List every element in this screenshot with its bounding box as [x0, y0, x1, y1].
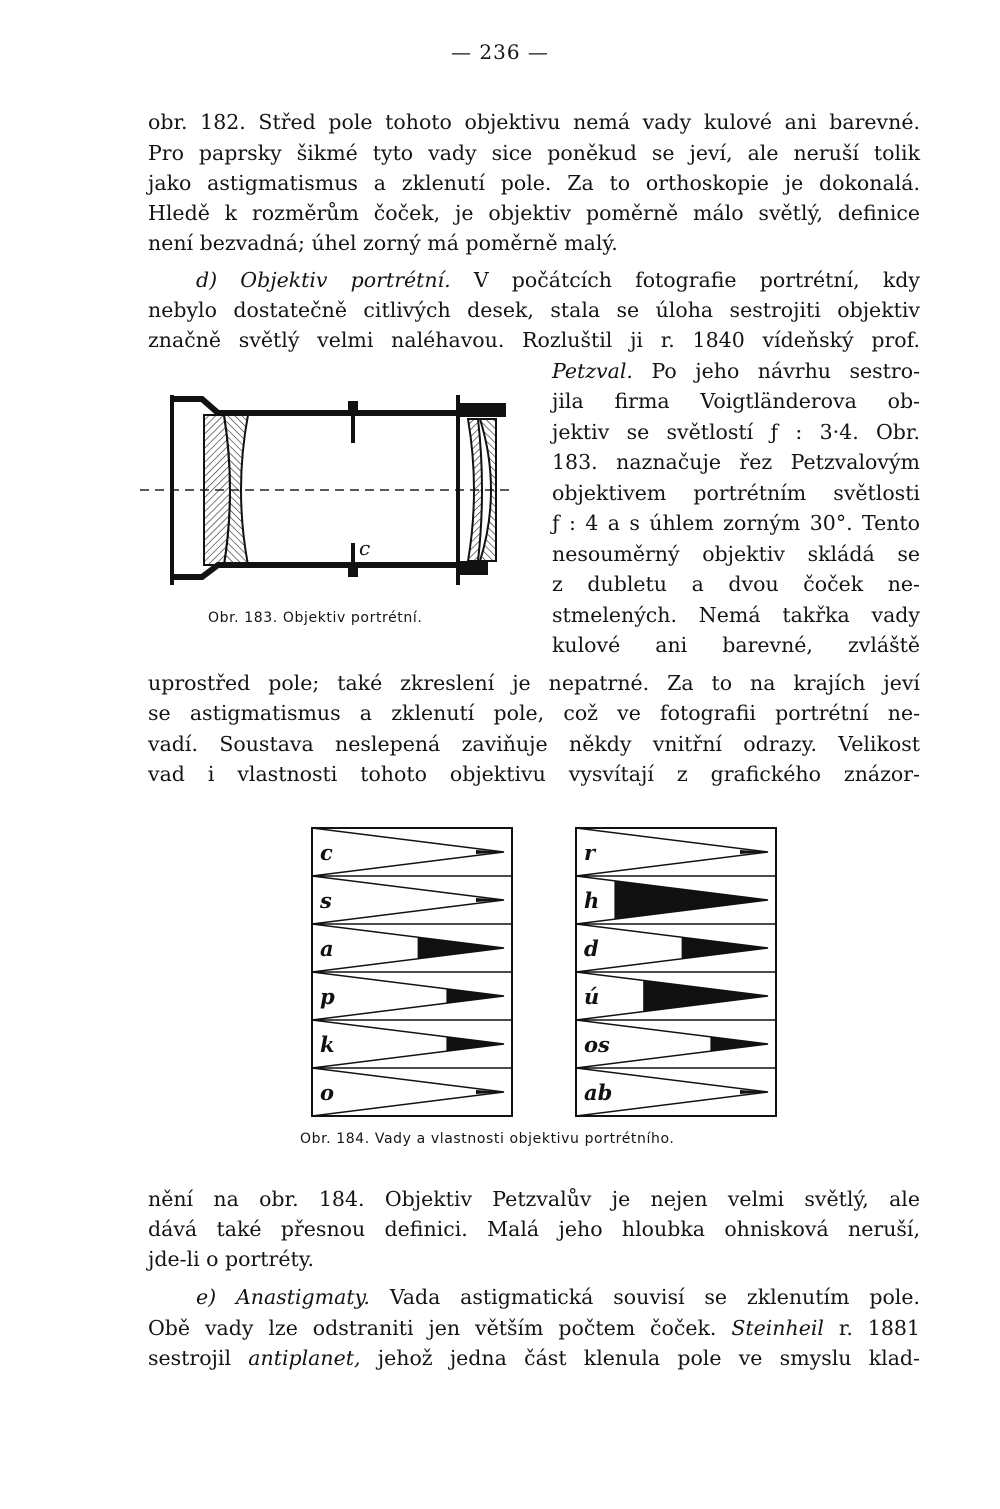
text-line: se astigmatismus a zklenutí pole, což ve fotografii portrétní ne-: [148, 701, 920, 725]
text-line: nebylo dostatečně citlivých desek, stala se úloha sestrojiti objektiv: [148, 298, 920, 322]
person-name: Steinheil: [731, 1316, 824, 1340]
wedge-black-portion: [710, 1037, 768, 1051]
text-span: sestrojil: [148, 1346, 232, 1370]
wedge-black-portion: [446, 1037, 504, 1051]
side-text-line: jektiv se světlostí ƒ : 3·4. Obr.: [552, 420, 920, 444]
barrel-top: [172, 399, 458, 413]
section-e-line2: [148, 1313, 920, 1344]
chart-row: [312, 924, 512, 972]
side-text-line: kulové ani barevné, zvláště: [552, 633, 920, 657]
figure-183-caption: Obr. 183. Objektiv portrétní.: [208, 610, 423, 626]
text-span: Vada astigmatická souvisí se zklenutím pole.: [389, 1285, 920, 1309]
text-line: jako astigmatismus a zklenutí pole. Za to orthoskopie je dokonalá.: [148, 171, 920, 195]
page-number: — 236 —: [451, 40, 549, 64]
stop-top: [348, 401, 358, 415]
person-name: Petzval.: [552, 359, 633, 383]
side-text-line: stmelených. Nemá takřka vady: [552, 603, 920, 627]
text-line: jde-li o portréty.: [148, 1247, 315, 1271]
chart-row: [312, 972, 512, 1020]
text-span: Obě vady lze odstraniti jen větším počtem čoček.: [148, 1316, 717, 1340]
row-label: d: [584, 936, 599, 961]
chart-row: [312, 828, 504, 876]
side-text-line: 183. naznačuje řez Petzvalovým: [552, 450, 920, 474]
side-text-line: nesouměrný objektiv skládá se: [552, 542, 920, 566]
wedge-black-portion: [682, 937, 768, 959]
text-span: V počátcích fotografie portrétní, kdy: [473, 268, 920, 292]
section-d-first-line: [148, 265, 920, 296]
wedge-black-portion: [418, 937, 504, 959]
side-text-line: objektivem portrétním světlosti: [552, 481, 920, 505]
row-label: h: [584, 888, 600, 913]
wedge-outline: [312, 876, 504, 924]
chart-row: [576, 1020, 776, 1068]
wedge-outline: [312, 828, 504, 876]
section-d-heading: d) Objektiv portrétní.: [196, 268, 451, 292]
side-text-line: ƒ : 4 a s úhlem zorným 30°. Tento: [552, 511, 920, 535]
row-label: ú: [584, 984, 600, 1009]
section-e-line3: [148, 1343, 920, 1374]
stop-label: c: [359, 536, 371, 560]
chart-row: [576, 876, 776, 924]
rear-thread-bottom: [458, 561, 488, 575]
text-line: uprostřed pole; také zkreslení je nepatrné. Za to na krajích jeví: [148, 671, 920, 695]
text-line: nění na obr. 184. Objektiv Petzvalův je nejen velmi světlý, ale: [148, 1187, 920, 1211]
chart-row: [312, 876, 512, 924]
chart-row: [576, 828, 768, 876]
row-label: a: [320, 936, 334, 961]
wedge-black-portion: [614, 881, 768, 919]
barrel-bottom: [172, 565, 458, 577]
wedge-outline: [312, 1068, 504, 1116]
text-line: obr. 182. Střed pole tohoto objektivu nemá vady kulové ani barevné.: [148, 110, 920, 134]
term: antiplanet,: [248, 1346, 361, 1370]
side-text-first-line: [552, 356, 920, 387]
chart-row: [576, 1068, 776, 1116]
text-line: Pro paprsky šikmé tyto vady sice poněkud se jeví, ale neruší tolik: [148, 141, 920, 165]
figure-183-lens-diagram: [140, 385, 520, 605]
rear-thread: [458, 403, 506, 417]
text-line: vad i vlastnosti tohoto objektivu vysvítají z grafického znázor-: [148, 762, 920, 786]
text-line: není bezvadná; úhel zorný má poměrně malý.: [148, 231, 618, 255]
row-label: p: [320, 984, 335, 1009]
chart-row: [576, 924, 776, 972]
section-e-first-line: [148, 1282, 920, 1313]
row-label: os: [584, 1032, 610, 1057]
side-text-line: jila firma Voigtländerova ob-: [552, 389, 920, 413]
stop-bottom: [348, 565, 358, 577]
figure-184-chart: [300, 820, 780, 1120]
text-line: vadí. Soustava neslepená zaviňuje někdy vnitřní odrazy. Velikost: [148, 732, 920, 756]
side-text-line: z dubletu a dvou čoček ne-: [552, 572, 920, 596]
row-label: ab: [584, 1080, 613, 1105]
row-label: c: [320, 840, 333, 865]
wedge-black-portion: [446, 989, 504, 1003]
chart-row: [576, 972, 776, 1020]
text-span: jehož jedna část klenula pole ve smyslu klad-: [377, 1346, 920, 1370]
wedge-outline: [576, 828, 768, 876]
text-span: r. 1881: [838, 1316, 920, 1340]
section-e-heading: e) Anastigmaty.: [196, 1285, 370, 1309]
text-line: dává také přesnou definici. Malá jeho hloubka ohnisková neruší,: [148, 1217, 920, 1241]
row-label: s: [320, 888, 332, 913]
text-span: Po jeho návrhu sestro-: [651, 359, 920, 383]
row-label: r: [584, 840, 596, 865]
chart-row: [312, 1068, 512, 1116]
row-label: o: [320, 1080, 335, 1105]
figure-184-caption: Obr. 184. Vady a vlastnosti objektivu portrétního.: [300, 1131, 675, 1147]
text-line: Hledě k rozměrům čoček, je objektiv poměrně málo světlý, definice: [148, 201, 920, 225]
wedge-black-portion: [643, 980, 768, 1011]
row-label: k: [320, 1032, 335, 1057]
text-line: značně světlý velmi naléhavou. Rozluštil ji r. 1840 vídeňský prof.: [148, 328, 920, 352]
chart-row: [312, 1020, 512, 1068]
